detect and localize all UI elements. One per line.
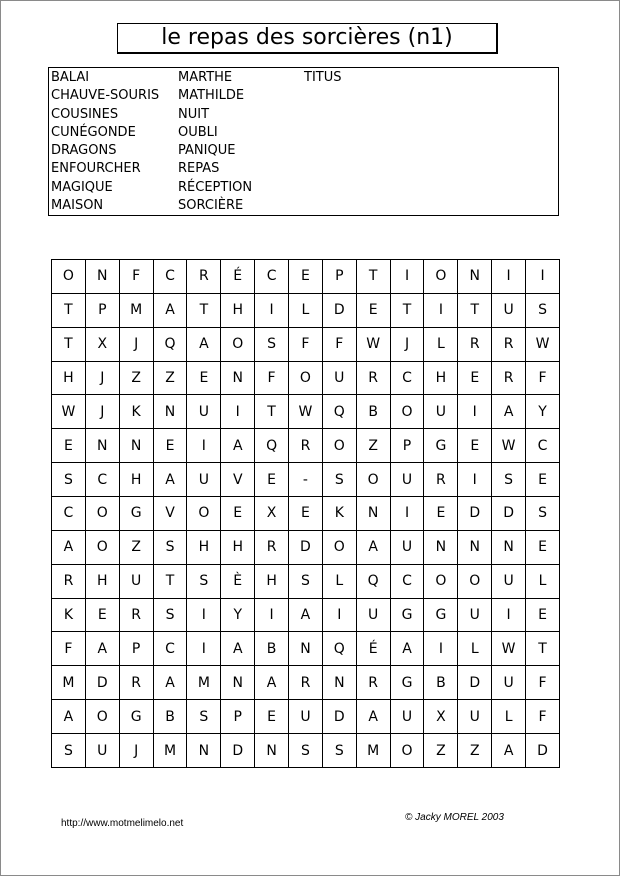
word-item: PANIQUE <box>178 143 236 159</box>
grid-cell[interactable]: T <box>187 293 221 327</box>
grid-cell[interactable]: T <box>356 260 390 294</box>
grid-cell[interactable]: N <box>458 530 492 564</box>
grid-cell[interactable]: D <box>458 666 492 700</box>
grid-cell[interactable]: U <box>390 700 424 734</box>
grid-cell[interactable]: K <box>52 598 86 632</box>
word-item: BALAI <box>51 70 90 85</box>
grid-cell[interactable]: E <box>52 429 86 463</box>
grid-cell[interactable]: I <box>458 463 492 497</box>
grid-cell[interactable]: I <box>424 293 458 327</box>
grid-cell[interactable]: S <box>289 564 323 598</box>
grid-cell[interactable]: S <box>492 463 526 497</box>
grid-cell[interactable]: C <box>390 361 424 395</box>
grid-cell[interactable]: S <box>52 734 86 768</box>
grid-cell[interactable]: E <box>424 497 458 531</box>
grid-cell[interactable]: T <box>458 293 492 327</box>
grid-cell[interactable]: K <box>322 497 356 531</box>
grid-cell[interactable]: A <box>187 327 221 361</box>
grid-cell[interactable]: C <box>255 260 289 294</box>
grid-cell[interactable]: D <box>289 530 323 564</box>
grid-cell[interactable]: È <box>221 564 255 598</box>
grid-row <box>52 734 560 768</box>
grid-cell[interactable]: U <box>119 564 153 598</box>
grid-cell[interactable]: O <box>458 564 492 598</box>
grid-cell[interactable]: A <box>221 429 255 463</box>
grid-cell[interactable]: H <box>187 530 221 564</box>
grid-row <box>52 293 560 327</box>
grid-cell[interactable]: L <box>526 564 560 598</box>
copyright: © Jacky MOREL 2003 <box>405 812 504 823</box>
grid-cell[interactable]: O <box>424 564 458 598</box>
grid-cell[interactable]: E <box>526 463 560 497</box>
grid-cell[interactable]: D <box>85 666 119 700</box>
grid-cell[interactable]: A <box>153 293 187 327</box>
grid-cell[interactable]: U <box>289 700 323 734</box>
grid-row <box>52 497 560 531</box>
word-item: NUIT <box>178 106 210 122</box>
grid-cell[interactable]: D <box>458 497 492 531</box>
grid-row <box>52 327 560 361</box>
grid-row <box>52 530 560 564</box>
grid-cell[interactable]: S <box>526 497 560 531</box>
grid-cell[interactable]: I <box>221 395 255 429</box>
word-item: MATHILDE <box>178 88 245 104</box>
grid-cell[interactable]: U <box>356 598 390 632</box>
word-item: OUBLI <box>178 124 218 140</box>
grid-cell[interactable]: E <box>187 361 221 395</box>
grid-cell[interactable]: K <box>119 395 153 429</box>
grid-cell[interactable]: N <box>492 530 526 564</box>
grid-cell[interactable]: I <box>255 293 289 327</box>
grid-row <box>52 632 560 666</box>
grid-cell[interactable]: E <box>458 429 492 463</box>
grid-cell[interactable]: A <box>52 700 86 734</box>
grid-cell[interactable]: J <box>85 361 119 395</box>
grid-row <box>52 700 560 734</box>
grid-cell[interactable]: L <box>458 632 492 666</box>
grid-cell[interactable]: S <box>187 700 221 734</box>
grid-cell[interactable]: O <box>390 395 424 429</box>
grid-cell[interactable]: Z <box>153 361 187 395</box>
grid-cell[interactable]: H <box>221 293 255 327</box>
grid-cell[interactable]: F <box>526 700 560 734</box>
grid-cell[interactable]: A <box>492 734 526 768</box>
grid-cell[interactable]: O <box>52 260 86 294</box>
grid-cell[interactable]: C <box>526 429 560 463</box>
grid-cell[interactable]: E <box>153 429 187 463</box>
grid-cell[interactable]: R <box>52 564 86 598</box>
grid-cell[interactable]: U <box>492 564 526 598</box>
grid-cell[interactable]: G <box>119 700 153 734</box>
grid-cell[interactable]: N <box>85 429 119 463</box>
grid-cell[interactable]: M <box>356 734 390 768</box>
grid-cell[interactable]: M <box>52 666 86 700</box>
grid-cell[interactable]: T <box>390 293 424 327</box>
grid-row <box>52 260 560 294</box>
grid-cell[interactable]: S <box>153 598 187 632</box>
grid-cell[interactable]: W <box>356 327 390 361</box>
grid-cell[interactable]: L <box>322 564 356 598</box>
grid-cell[interactable]: E <box>458 361 492 395</box>
grid-cell[interactable]: I <box>187 632 221 666</box>
grid-cell[interactable]: S <box>289 734 323 768</box>
grid-cell[interactable]: F <box>526 666 560 700</box>
grid-cell[interactable]: S <box>187 564 221 598</box>
grid-cell[interactable]: A <box>153 463 187 497</box>
grid-cell[interactable]: U <box>390 530 424 564</box>
grid-cell[interactable]: T <box>153 564 187 598</box>
grid-cell[interactable]: W <box>289 395 323 429</box>
grid-cell[interactable]: I <box>458 395 492 429</box>
grid-cell[interactable]: Q <box>255 429 289 463</box>
word-item: REPAS <box>178 161 220 177</box>
grid-cell[interactable]: Q <box>322 632 356 666</box>
grid-cell[interactable]: N <box>289 632 323 666</box>
grid-cell[interactable]: I <box>390 497 424 531</box>
grid-cell[interactable]: - <box>289 463 323 497</box>
grid-cell[interactable]: F <box>119 260 153 294</box>
grid-cell[interactable]: U <box>492 293 526 327</box>
grid-cell[interactable]: P <box>322 260 356 294</box>
page-title: le repas des sorcières (n1) <box>117 23 498 54</box>
grid-cell[interactable]: G <box>390 666 424 700</box>
grid-cell[interactable]: N <box>187 734 221 768</box>
grid-cell[interactable]: V <box>153 497 187 531</box>
grid-cell[interactable]: S <box>322 463 356 497</box>
grid-cell[interactable]: A <box>52 530 86 564</box>
word-item: MARTHE <box>178 70 233 85</box>
grid-cell[interactable]: U <box>390 463 424 497</box>
grid-cell[interactable]: A <box>492 395 526 429</box>
grid-cell[interactable]: O <box>322 429 356 463</box>
letter-grid <box>51 259 560 768</box>
grid-cell[interactable]: G <box>390 598 424 632</box>
word-list <box>48 67 559 216</box>
grid-cell[interactable]: F <box>322 327 356 361</box>
grid-cell[interactable]: N <box>424 530 458 564</box>
word-item: MAISON <box>51 198 104 214</box>
grid-cell[interactable]: O <box>85 530 119 564</box>
grid-cell[interactable]: I <box>187 598 221 632</box>
grid-cell[interactable]: E <box>85 598 119 632</box>
grid-cell[interactable]: I <box>255 598 289 632</box>
grid-cell[interactable]: A <box>356 530 390 564</box>
grid-cell[interactable]: W <box>52 395 86 429</box>
grid-cell[interactable]: H <box>255 564 289 598</box>
grid-row <box>52 361 560 395</box>
word-column-1 <box>51 69 159 215</box>
grid-cell[interactable]: R <box>458 327 492 361</box>
grid-cell[interactable]: U <box>458 598 492 632</box>
grid-cell[interactable]: C <box>85 463 119 497</box>
grid-cell[interactable]: C <box>153 260 187 294</box>
grid-cell[interactable]: S <box>52 463 86 497</box>
grid-cell[interactable]: N <box>322 666 356 700</box>
grid-cell[interactable]: N <box>119 429 153 463</box>
grid-cell[interactable]: I <box>187 429 221 463</box>
grid-cell[interactable]: H <box>424 361 458 395</box>
grid-cell[interactable]: U <box>492 666 526 700</box>
grid-cell[interactable]: V <box>221 463 255 497</box>
grid-cell[interactable]: W <box>526 327 560 361</box>
grid-cell[interactable]: M <box>187 666 221 700</box>
grid-cell[interactable]: H <box>221 530 255 564</box>
grid-cell[interactable]: É <box>356 632 390 666</box>
grid-cell[interactable]: D <box>322 700 356 734</box>
grid-cell[interactable]: R <box>492 361 526 395</box>
grid-cell[interactable]: U <box>187 395 221 429</box>
word-item: RÉCEPTION <box>178 179 253 195</box>
grid-cell[interactable]: E <box>289 260 323 294</box>
grid-cell[interactable]: Y <box>526 395 560 429</box>
word-item: COUSINES <box>51 106 119 122</box>
grid-cell[interactable]: R <box>492 327 526 361</box>
grid-cell[interactable]: P <box>119 632 153 666</box>
grid-cell[interactable]: N <box>458 260 492 294</box>
grid-cell[interactable]: W <box>492 632 526 666</box>
word-column-2 <box>178 69 252 215</box>
grid-cell[interactable]: C <box>390 564 424 598</box>
word-item: MAGIQUE <box>51 179 113 195</box>
grid-cell[interactable]: O <box>85 497 119 531</box>
grid-cell[interactable]: R <box>187 260 221 294</box>
grid-cell[interactable]: R <box>356 666 390 700</box>
grid-cell[interactable]: O <box>85 700 119 734</box>
grid-cell[interactable]: D <box>322 293 356 327</box>
grid-cell[interactable]: I <box>322 598 356 632</box>
grid-cell[interactable]: L <box>424 327 458 361</box>
grid-cell[interactable]: R <box>119 598 153 632</box>
grid-cell[interactable]: H <box>119 463 153 497</box>
grid-cell[interactable]: N <box>356 497 390 531</box>
grid-cell[interactable]: P <box>221 700 255 734</box>
grid-cell[interactable]: A <box>221 632 255 666</box>
word-item: TITUS <box>304 70 342 85</box>
grid-cell[interactable]: I <box>492 598 526 632</box>
grid-row <box>52 395 560 429</box>
grid-cell[interactable]: A <box>289 598 323 632</box>
grid-cell[interactable]: B <box>153 700 187 734</box>
grid-cell[interactable]: U <box>322 361 356 395</box>
grid-cell[interactable]: B <box>356 395 390 429</box>
grid-cell[interactable]: U <box>458 700 492 734</box>
grid-cell[interactable]: E <box>221 497 255 531</box>
grid-cell[interactable]: N <box>85 260 119 294</box>
grid-row <box>52 666 560 700</box>
grid-cell[interactable]: X <box>85 327 119 361</box>
word-column-3 <box>304 69 341 87</box>
grid-cell[interactable]: U <box>85 734 119 768</box>
grid-cell[interactable]: J <box>119 734 153 768</box>
grid-cell[interactable]: N <box>221 666 255 700</box>
grid-cell[interactable]: Q <box>356 564 390 598</box>
grid-cell[interactable]: F <box>526 361 560 395</box>
grid-cell[interactable]: S <box>255 327 289 361</box>
grid-cell[interactable]: A <box>153 666 187 700</box>
grid-cell[interactable]: O <box>322 530 356 564</box>
grid-cell[interactable]: R <box>255 530 289 564</box>
grid-cell[interactable]: O <box>221 327 255 361</box>
grid-cell[interactable]: I <box>492 260 526 294</box>
grid-cell[interactable]: X <box>424 700 458 734</box>
grid-cell[interactable]: F <box>52 632 86 666</box>
grid-cell[interactable]: N <box>221 361 255 395</box>
word-item: SORCIÈRE <box>178 198 244 214</box>
grid-cell[interactable]: R <box>289 429 323 463</box>
grid-cell[interactable]: M <box>119 293 153 327</box>
grid-cell[interactable]: R <box>289 666 323 700</box>
word-item: DRAGONS <box>51 143 117 159</box>
grid-cell[interactable]: T <box>526 632 560 666</box>
grid-cell[interactable]: S <box>153 530 187 564</box>
grid-cell[interactable]: A <box>390 632 424 666</box>
grid-cell[interactable]: E <box>526 598 560 632</box>
grid-cell[interactable]: M <box>153 734 187 768</box>
grid-cell[interactable]: L <box>492 700 526 734</box>
grid-cell[interactable]: J <box>390 327 424 361</box>
grid-cell[interactable]: N <box>153 395 187 429</box>
grid-row <box>52 564 560 598</box>
site-url: http://www.motmelimelo.net <box>61 818 184 829</box>
grid-cell[interactable]: H <box>85 564 119 598</box>
grid-cell[interactable]: Z <box>119 530 153 564</box>
word-item: CUNÉGONDE <box>51 124 136 140</box>
grid-cell[interactable]: I <box>526 260 560 294</box>
grid-cell[interactable]: F <box>289 327 323 361</box>
grid-cell[interactable]: B <box>424 666 458 700</box>
grid-cell[interactable]: Z <box>424 734 458 768</box>
grid-cell[interactable]: I <box>424 632 458 666</box>
grid-cell[interactable]: C <box>153 632 187 666</box>
grid-cell[interactable]: T <box>255 395 289 429</box>
grid-cell[interactable]: Q <box>153 327 187 361</box>
grid-cell[interactable]: A <box>255 666 289 700</box>
grid-cell[interactable]: Z <box>356 429 390 463</box>
grid-cell[interactable]: P <box>390 429 424 463</box>
grid-cell[interactable]: E <box>289 497 323 531</box>
grid-cell[interactable]: F <box>255 361 289 395</box>
grid-cell[interactable]: E <box>255 700 289 734</box>
grid-row <box>52 429 560 463</box>
grid-cell[interactable]: J <box>85 395 119 429</box>
grid-cell[interactable]: H <box>52 361 86 395</box>
grid-cell[interactable]: O <box>289 361 323 395</box>
grid-cell[interactable]: D <box>526 734 560 768</box>
grid-cell[interactable]: Z <box>119 361 153 395</box>
grid-cell[interactable]: J <box>119 327 153 361</box>
word-item: ENFOURCHER <box>51 161 141 177</box>
grid-cell[interactable]: O <box>187 497 221 531</box>
grid-row <box>52 598 560 632</box>
grid-cell[interactable]: O <box>356 463 390 497</box>
grid-cell[interactable]: E <box>526 530 560 564</box>
grid-cell[interactable]: O <box>390 734 424 768</box>
grid-cell[interactable]: W <box>492 429 526 463</box>
grid-cell[interactable]: E <box>255 463 289 497</box>
grid-cell[interactable]: S <box>322 734 356 768</box>
grid-cell[interactable]: Y <box>221 598 255 632</box>
grid-cell[interactable]: D <box>492 497 526 531</box>
grid-cell[interactable]: B <box>255 632 289 666</box>
grid-cell[interactable]: L <box>289 293 323 327</box>
grid-cell[interactable]: É <box>221 260 255 294</box>
grid-cell[interactable]: A <box>85 632 119 666</box>
grid-row <box>52 463 560 497</box>
grid-cell[interactable]: R <box>424 463 458 497</box>
grid-cell[interactable]: X <box>255 497 289 531</box>
grid-cell[interactable]: Q <box>322 395 356 429</box>
grid-cell[interactable]: T <box>52 293 86 327</box>
grid-cell[interactable]: G <box>424 598 458 632</box>
word-item: CHAUVE-SOURIS <box>51 88 160 104</box>
grid-cell[interactable]: D <box>221 734 255 768</box>
grid-cell[interactable]: Z <box>458 734 492 768</box>
grid-cell[interactable]: G <box>119 497 153 531</box>
grid-cell[interactable]: C <box>52 497 86 531</box>
grid-cell[interactable]: R <box>356 361 390 395</box>
grid-cell[interactable]: T <box>52 327 86 361</box>
grid-cell[interactable]: U <box>424 395 458 429</box>
grid-cell[interactable]: R <box>119 666 153 700</box>
grid-cell[interactable]: I <box>390 260 424 294</box>
grid-cell[interactable]: O <box>424 260 458 294</box>
grid-cell[interactable]: E <box>356 293 390 327</box>
grid-cell[interactable]: N <box>255 734 289 768</box>
grid-cell[interactable]: P <box>85 293 119 327</box>
grid-cell[interactable]: A <box>356 700 390 734</box>
grid-cell[interactable]: S <box>526 293 560 327</box>
grid-cell[interactable]: G <box>424 429 458 463</box>
grid-cell[interactable]: U <box>187 463 221 497</box>
